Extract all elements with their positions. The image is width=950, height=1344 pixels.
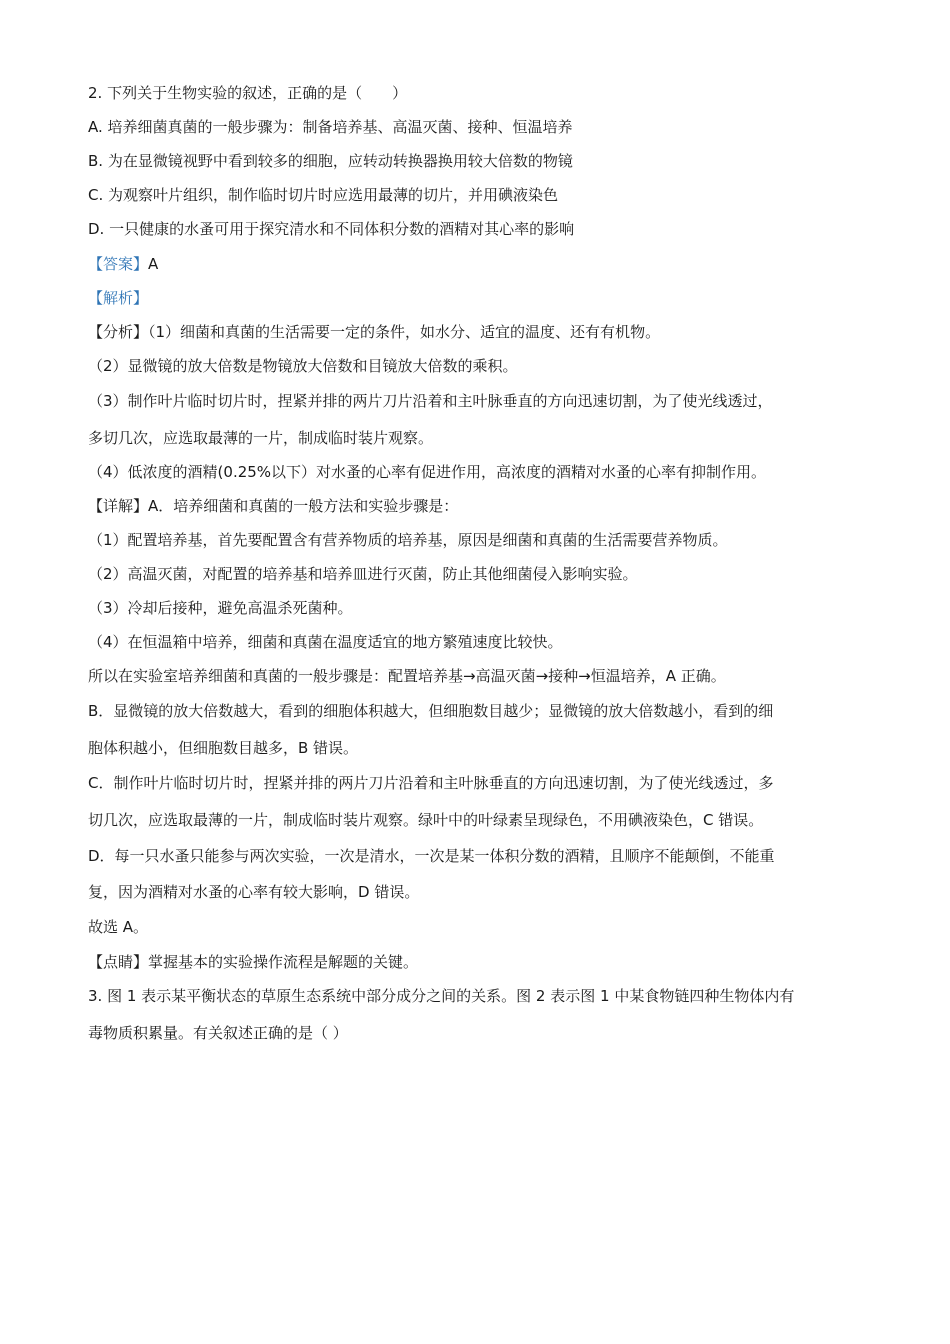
fenxi-line-4: 多切几次，应选取最薄的一片，制成临时装片观察。	[88, 429, 434, 447]
question-3-line-2: 毒物质积累量。有关叙述正确的是（ ）	[88, 1024, 348, 1042]
xiangjie-line-12: 故选 A。	[88, 918, 149, 936]
analysis-row	[88, 281, 148, 315]
question-2-option-a: A. 培养细菌真菌的一般步骤为：制备培养基、高温灭菌、接种、恒温培养	[88, 118, 573, 136]
answer-row	[88, 247, 158, 281]
xiangjie-line-7: 胞体积越小，但细胞数目越多，B 错误。	[88, 739, 359, 757]
question-2-option-c: C. 为观察叶片组织，制作临时切片时应选用最薄的切片，并用碘液染色	[88, 186, 559, 204]
dianjing-tag: 【点睛】	[88, 953, 149, 971]
xiangjie-line-1: （1）配置培养基，首先要配置含有营养物质的培养基，原因是细菌和真菌的生活需要营养物质。	[88, 531, 728, 549]
question-3-line-1: 3. 图 1 表示某平衡状态的草原生态系统中部分成分之间的关系。图 2 表示图 1 中某食物链四种生物体内有	[88, 987, 795, 1005]
answer-value: A	[148, 255, 159, 273]
fenxi-tag: 【分析】	[88, 323, 149, 341]
xiangjie-line-11: 复，因为酒精对水蚤的心率有较大影响，D 错误。	[88, 883, 420, 901]
dianjing-row	[88, 945, 418, 979]
xiangjie-line-4: （4）在恒温箱中培养，细菌和真菌在温度适宜的地方繁殖速度比较快。	[88, 633, 563, 651]
fenxi-row	[88, 315, 660, 349]
analysis-tag: 【解析】	[88, 289, 149, 307]
xiangjie-line-5: 所以在实验室培养细菌和真菌的一般步骤是：配置培养基→高温灭菌→接种→恒温培养，A 正确。	[88, 667, 726, 685]
fenxi-line-3: （3）制作叶片临时切片时，捏紧并排的两片刀片沿着和主叶脉垂直的方向迅速切割，为了使光线透过，	[88, 392, 773, 410]
xiangjie-row	[88, 489, 458, 523]
xiangjie-first: A．培养细菌和真菌的一般方法和实验步骤是：	[148, 497, 459, 515]
xiangjie-tag: 【详解】	[88, 497, 149, 515]
question-2-stem: 2. 下列关于生物实验的叙述，正确的是（ ）	[88, 84, 408, 102]
fenxi-line-1: （1）细菌和真菌的生活需要一定的条件，如水分、适宜的温度、还有有机物。	[148, 323, 661, 341]
xiangjie-line-9: 切几次，应选取最薄的一片，制成临时装片观察。绿叶中的叶绿素呈现绿色，不用碘液染色，C 错误。	[88, 811, 764, 829]
question-2-option-b: B. 为在显微镜视野中看到较多的细胞，应转动转换器换用较大倍数的物镜	[88, 152, 573, 170]
dianjing-text: 掌握基本的实验操作流程是解题的关键。	[148, 953, 419, 971]
xiangjie-line-8: C．制作叶片临时切片时，捏紧并排的两片刀片沿着和主叶脉垂直的方向迅速切割，为了使光线透过，多	[88, 774, 774, 792]
xiangjie-line-3: （3）冷却后接种，避免高温杀死菌种。	[88, 599, 353, 617]
fenxi-line-5: （4）低浓度的酒精(0.25%以下）对水蚤的心率有促进作用，高浓度的酒精对水蚤的心率有抑制作用。	[88, 463, 767, 481]
xiangjie-line-2: （2）高温灭菌，对配置的培养基和培养皿进行灭菌，防止其他细菌侵入影响实验。	[88, 565, 638, 583]
question-2-option-d: D. 一只健康的水蚤可用于探究清水和不同体积分数的酒精对其心率的影响	[88, 220, 575, 238]
xiangjie-line-6: B．显微镜的放大倍数越大，看到的细胞体积越大，但细胞数目越少；显微镜的放大倍数越小，看到的细	[88, 702, 774, 720]
fenxi-line-2: （2）显微镜的放大倍数是物镜放大倍数和目镜放大倍数的乘积。	[88, 357, 518, 375]
xiangjie-line-10: D．每一只水蚤只能参与两次实验，一次是清水，一次是某一体积分数的酒精，且顺序不能颠倒，不能重	[88, 847, 775, 865]
answer-tag: 【答案】	[88, 255, 149, 273]
